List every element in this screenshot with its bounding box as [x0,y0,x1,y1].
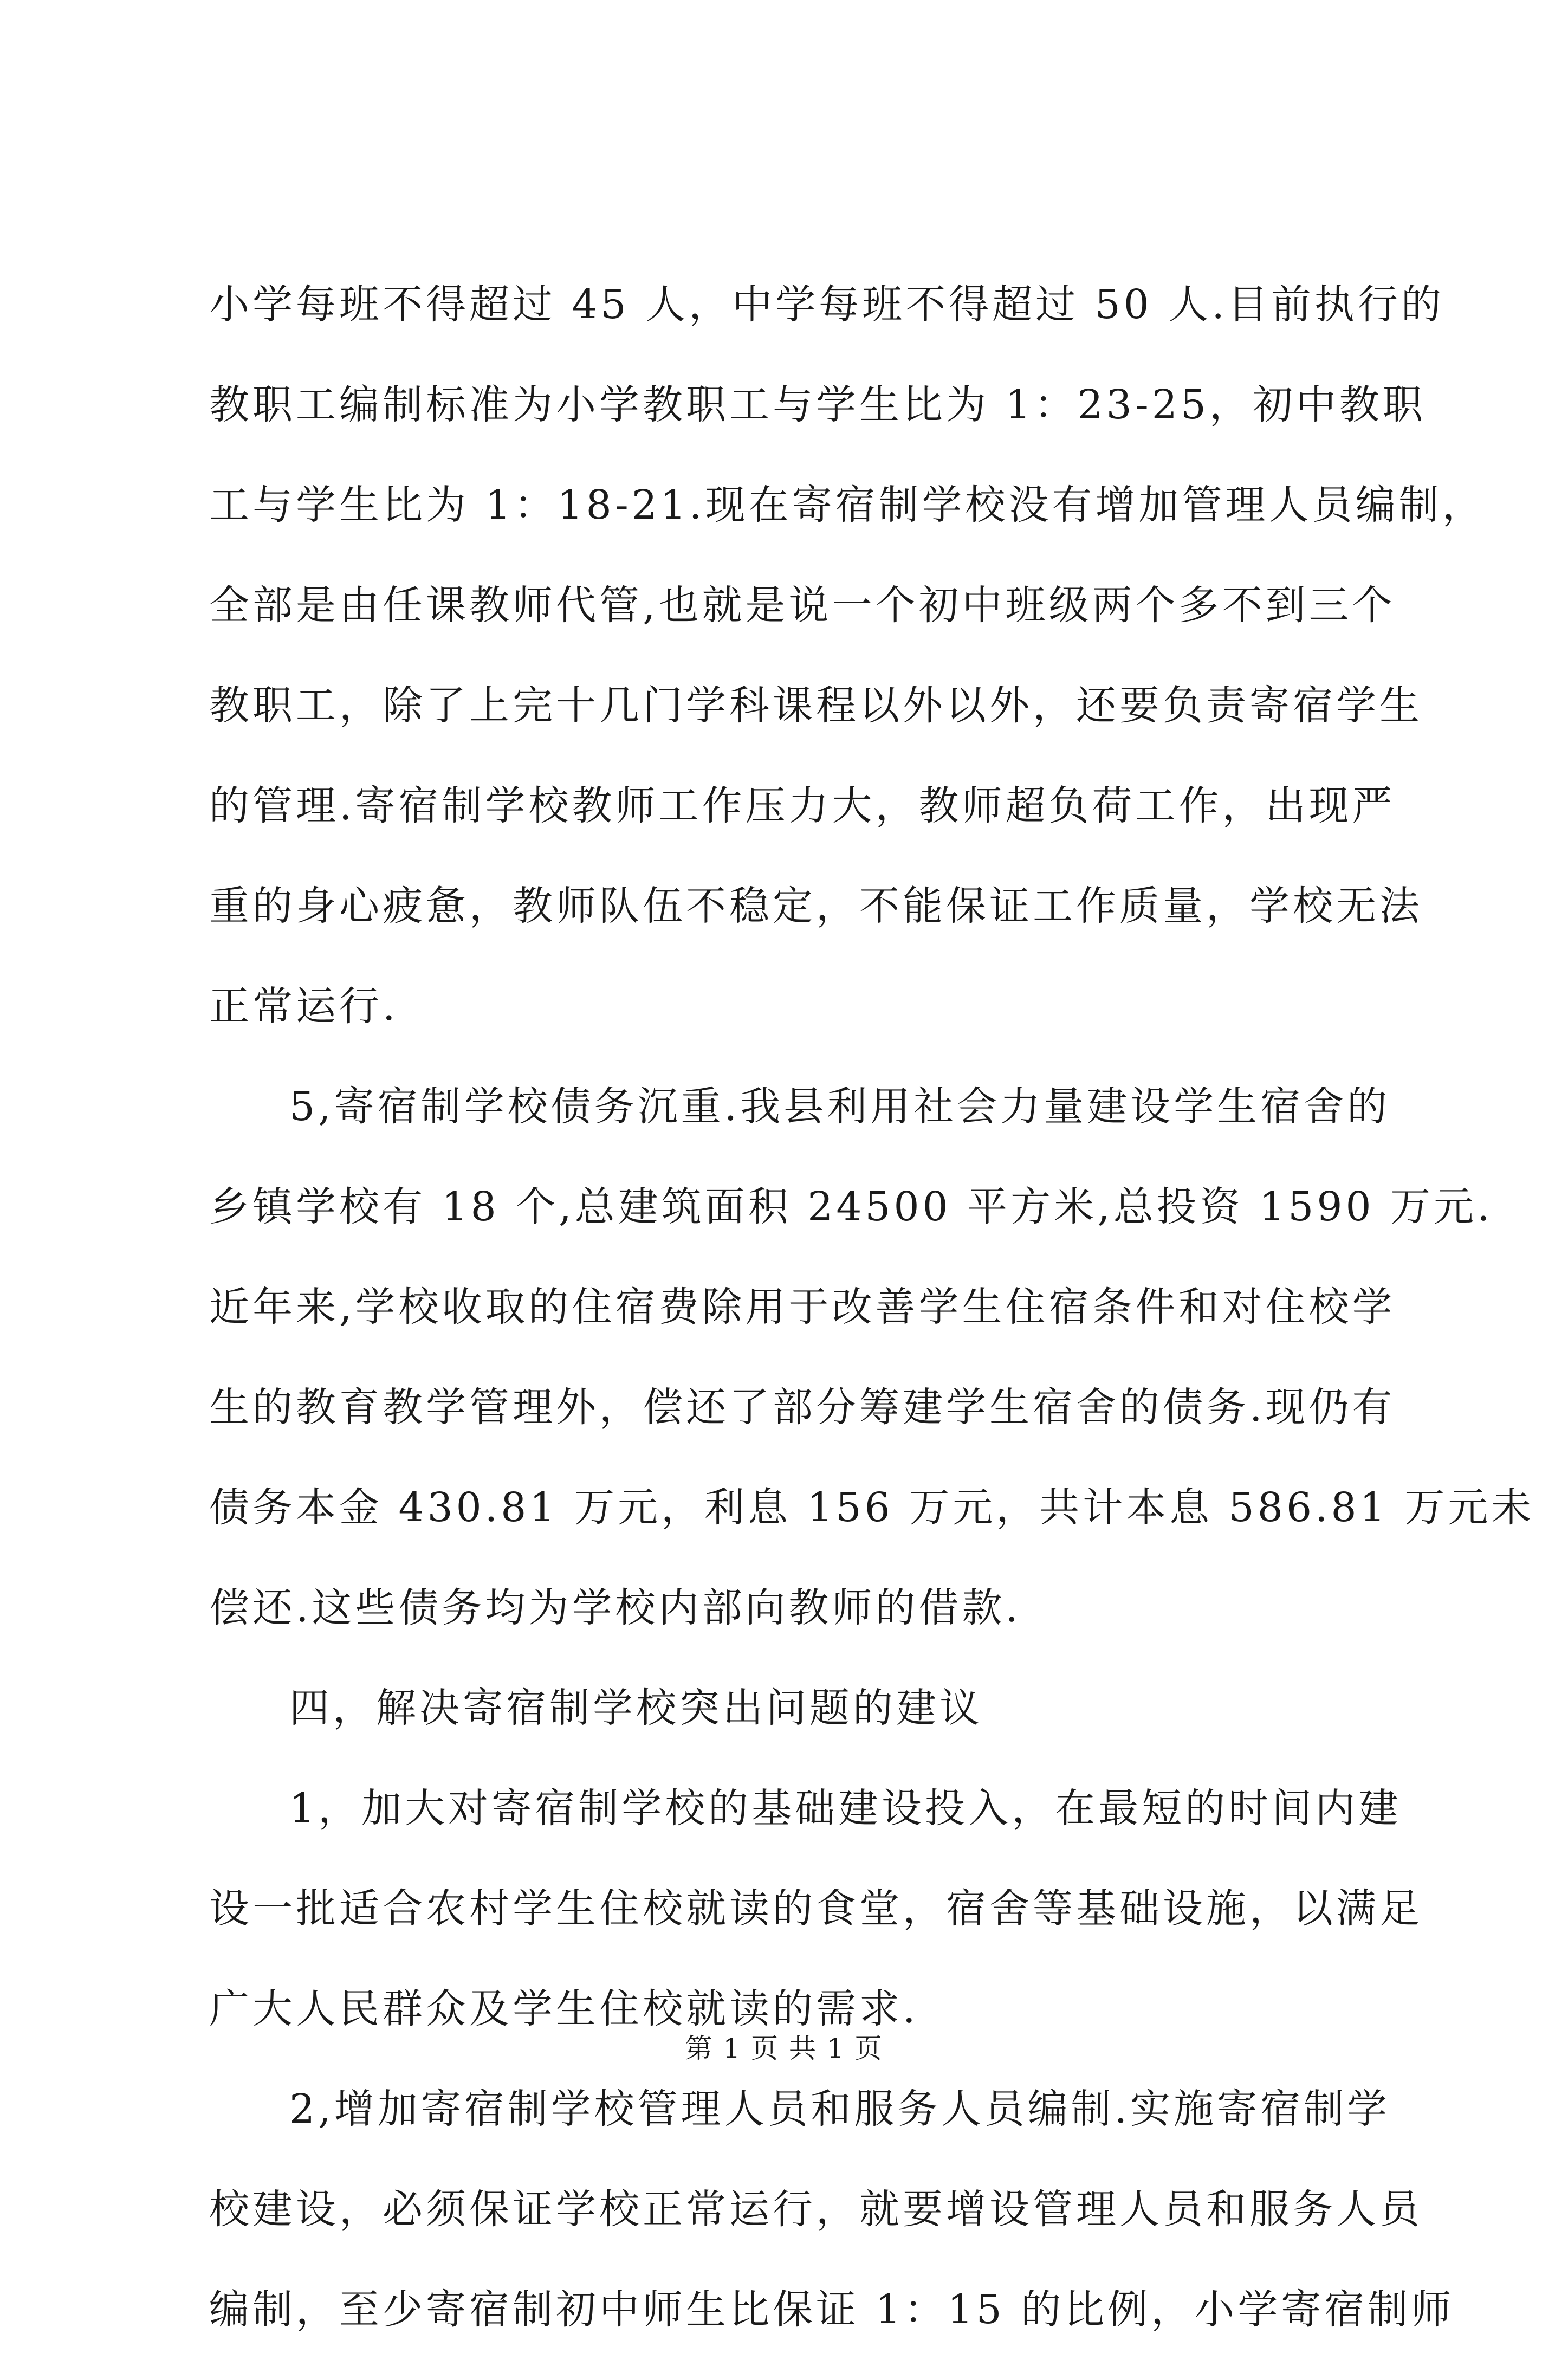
text-line: 小学每班不得超过 45 人，中学每班不得超过 50 人.目前执行的 [209,281,1444,328]
text-line: 教职工编制标准为小学教职工与学生比为 1：23-25，初中教职 [209,382,1426,428]
text-line: 广大人民群众及学生住校就读的需求. [209,1986,919,2032]
text-line: 编制，至少寄宿制初中师生比保证 1：15 的比例，小学寄宿制师 [209,2286,1455,2333]
text-line: 偿还.这些债务均为学校内部向教师的借款. [209,1585,1022,1631]
text-line: 乡镇学校有 18 个,总建筑面积 24500 平方米,总投资 1590 万元. [209,1184,1493,1230]
text-line: 正常运行. [209,983,399,1030]
paragraph-start-line: 5,寄宿制学校债务沉重.我县利用社会力量建设学生宿舍的 [289,1083,1391,1130]
text-line: 重的身心疲惫，教师队伍不稳定，不能保证工作质量，学校无法 [209,883,1423,929]
text-line: 设一批适合农村学生住校就读的食堂，宿舍等基础设施，以满足 [209,1885,1423,1932]
paragraph-start-line: 1，加大对寄宿制学校的基础建设投入，在最短的时间内建 [289,1785,1402,1832]
page-number-label: 第 1 页 共 1 页 [685,2033,883,2064]
text-line: 生的教育教学管理外，偿还了部分筹建学生宿舍的债务.现仍有 [209,1384,1396,1431]
text-line: 全部是由任课教师代管,也就是说一个初中班级两个多不到三个 [209,582,1396,629]
page-footer [0,2027,1568,2066]
text-line: 工与学生比为 1：18-21.现在寄宿制学校没有增加管理人员编制， [209,482,1486,528]
text-line: 校建设，必须保证学校正常运行，就要增设管理人员和服务人员 [209,2186,1423,2233]
text-line: 债务本金 430.81 万元，利息 156 万元，共计本息 586.81 万元未 [209,1484,1535,1531]
section-heading: 四，解决寄宿制学校突出问题的建议 [289,1685,983,1731]
paragraph-start-line: 2,增加寄宿制学校管理人员和服务人员编制.实施寄宿制学 [289,2086,1391,2132]
text-line: 教职工，除了上完十几门学科课程以外以外，还要负责寄宿学生 [209,682,1423,729]
text-line: 的管理.寄宿制学校教师工作压力大，教师超负荷工作，出现严 [209,783,1396,829]
text-line: 近年来,学校收取的住宿费除用于改善学生住宿条件和对住校学 [209,1284,1396,1330]
